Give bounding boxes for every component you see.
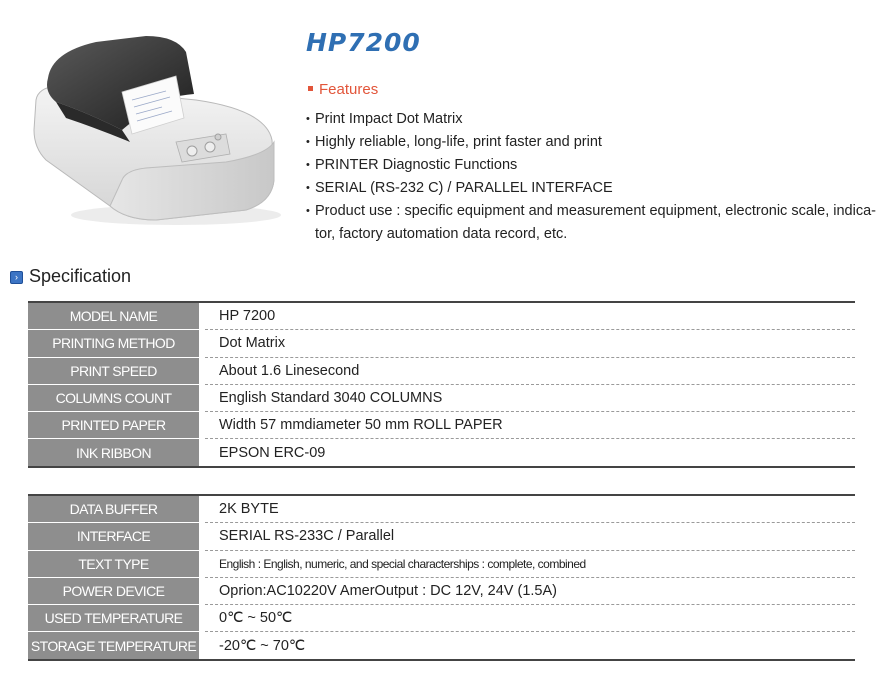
product-title: HP7200 (306, 28, 421, 57)
spec-label: INK RIBBON (28, 439, 199, 467)
table-row (28, 357, 855, 384)
spec-value: Dot Matrix (205, 330, 855, 357)
specification-heading (10, 266, 131, 287)
table-row (28, 302, 855, 330)
features-heading (308, 81, 378, 98)
spec-table-secondary (28, 494, 855, 661)
spec-value: EPSON ERC-09 (219, 444, 326, 461)
spec-label: PRINT SPEED (28, 357, 199, 384)
spec-label: STORAGE TEMPERATURE (28, 632, 199, 660)
features-list (306, 108, 881, 246)
spec-value: English : English, numeric, and special characterships : complete, combined (205, 550, 855, 577)
spec-label: POWER DEVICE (28, 577, 199, 604)
spec-label: TEXT TYPE (28, 550, 199, 577)
spec-label: PRINTING METHOD (28, 330, 199, 357)
spec-value: -20℃ ~ 70℃ (219, 637, 306, 654)
table-row (28, 384, 855, 411)
table-row (28, 550, 855, 577)
spec-value: About 1.6 Linesecond (205, 357, 855, 384)
spec-label: MODEL NAME (28, 302, 199, 330)
printer-product-image (26, 30, 284, 230)
spec-label: PRINTED PAPER (28, 412, 199, 439)
features-heading-label: Features (319, 81, 379, 98)
table-row (28, 330, 855, 357)
spec-value: Oprion:AC10220V AmerOutput : DC 12V, 24V (1.5A) (205, 577, 855, 604)
table-row (28, 439, 855, 467)
table-row (28, 495, 855, 523)
spec-value: HP 7200 (205, 302, 855, 330)
spec-label: DATA BUFFER (28, 495, 199, 523)
spec-table-primary (28, 301, 855, 468)
feature-item: • Print Impact Dot Matrix (306, 108, 881, 131)
spec-value: 0℃ ~ 50℃ (205, 605, 855, 632)
table-row (28, 523, 855, 550)
spec-label: USED TEMPERATURE (28, 605, 199, 632)
specification-heading-label: Specification (29, 266, 132, 286)
feature-item: • Product use : specific equipment and measurement equipment, electronic scale, indica- tor, factory automation data record, etc. (306, 200, 881, 246)
table-row (28, 412, 855, 439)
spec-value: SERIAL RS-233C / Parallel (205, 523, 855, 550)
table-row (28, 605, 855, 632)
arrow-bullet-icon: › (10, 271, 23, 284)
feature-item: • SERIAL (RS-232 C) / PARALLEL INTERFACE (306, 177, 881, 200)
table-row (28, 632, 855, 660)
feature-item: • PRINTER Diagnostic Functions (306, 154, 881, 177)
table-row (28, 577, 855, 604)
square-bullet-icon (308, 86, 313, 91)
spec-value: English Standard 3040 COLUMNS (205, 384, 855, 411)
spec-value: Width 57 mmdiameter 50 mm ROLL PAPER (205, 412, 855, 439)
spec-label: COLUMNS COUNT (28, 384, 199, 411)
spec-label: INTERFACE (28, 523, 199, 550)
spec-value: 2K BYTE (205, 495, 855, 523)
feature-item: • Highly reliable, long-life, print faster and print (306, 131, 881, 154)
